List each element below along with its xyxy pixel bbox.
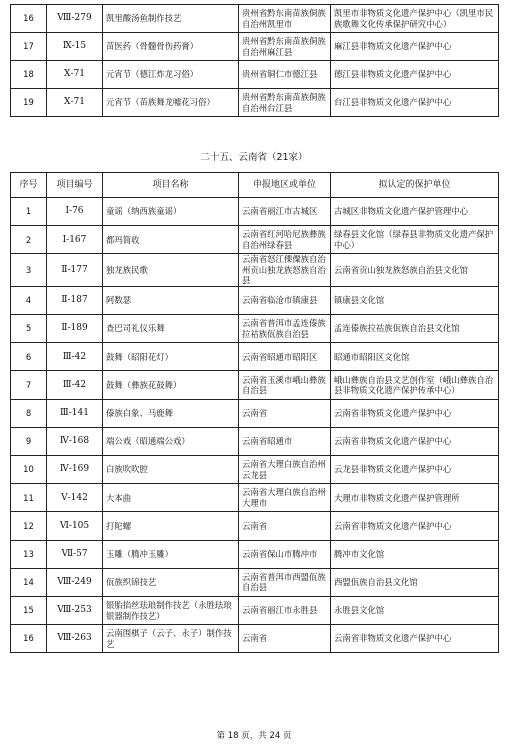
cell-unit: 昭通市昭阳区文化馆 [331, 343, 499, 371]
header-region: 申报地区或单位 [239, 173, 331, 198]
cell-code: Ⅱ-189 [47, 315, 103, 343]
cell-code: Ⅰ-76 [47, 198, 103, 226]
table-row [11, 5, 499, 33]
table-row [11, 371, 499, 399]
cell-unit: 云南省非物质文化遗产保护中心 [331, 512, 499, 540]
cell-unit: 腾冲市文化馆 [331, 540, 499, 568]
cell-no: 14 [11, 568, 47, 596]
cell-region: 云南省昭通市昭阳区 [239, 343, 331, 371]
cell-unit: 孟连傣族拉祜族佤族自治县文化馆 [331, 315, 499, 343]
cell-code: Ⅱ-187 [47, 286, 103, 314]
cell-unit: 镇康县文化馆 [331, 286, 499, 314]
cell-no: 12 [11, 512, 47, 540]
cell-name: 银胎掐丝珐琅制作技艺（永胜珐琅银器制作技艺） [103, 596, 239, 624]
cell-unit: 云南省非物质文化遗产保护中心 [331, 625, 499, 653]
table-row [11, 625, 499, 653]
cell-code: Ⅷ-249 [47, 568, 103, 596]
cell-unit: 古城区非物质文化遗产保护管理中心 [331, 198, 499, 226]
cell-name: 苗医药（骨髓骨伤药膏） [103, 33, 239, 61]
cell-name: 打陀螺 [103, 512, 239, 540]
cell-unit: 麻江县非物质文化遗产保护中心 [331, 33, 499, 61]
cell-code: Ⅵ-105 [47, 512, 103, 540]
page-footer: 第 18 页，共 24 页 [216, 731, 292, 741]
cell-name: 元宵节（苗族舞龙嘘花习俗） [103, 89, 239, 117]
yunnan-table-body [11, 198, 499, 653]
cell-code: Ⅴ-142 [47, 484, 103, 512]
cell-region: 云南省 [239, 512, 331, 540]
table-row [11, 456, 499, 484]
cell-region: 云南省 [239, 399, 331, 427]
cell-region: 云南省丽江市古城区 [239, 198, 331, 226]
table-row [11, 399, 499, 427]
cell-region: 云南省普洱市孟连傣族拉祜族佤族自治县 [239, 315, 331, 343]
cell-name: 独龙族民歌 [103, 254, 239, 287]
cell-code: Ⅸ-15 [47, 33, 103, 61]
cell-region: 云南省红河哈尼族彝族自治州绿春县 [239, 226, 331, 254]
table-row [11, 512, 499, 540]
cell-name: 白族吹吹腔 [103, 456, 239, 484]
cell-no: 17 [11, 33, 47, 61]
table-row [11, 540, 499, 568]
cell-code: Ⅷ-253 [47, 596, 103, 624]
cell-name: 童谣（纳西族童谣） [103, 198, 239, 226]
cell-no: 11 [11, 484, 47, 512]
cell-region: 云南省保山市腾冲市 [239, 540, 331, 568]
previous-province-table-body [11, 5, 499, 117]
cell-no: 15 [11, 596, 47, 624]
cell-code: Ⅶ-57 [47, 540, 103, 568]
cell-name: 都玛简收 [103, 226, 239, 254]
cell-name: 端公戏（昭通端公戏） [103, 427, 239, 455]
cell-name: 大本曲 [103, 484, 239, 512]
table-row [11, 226, 499, 254]
cell-no: 3 [11, 254, 47, 287]
cell-code: Ⅹ-71 [47, 61, 103, 89]
cell-region: 贵州省黔东南苗族侗族自治州凯里市 [239, 5, 331, 33]
cell-code: Ⅳ-169 [47, 456, 103, 484]
table-row [11, 286, 499, 314]
cell-name: 鼓舞（彝族花鼓舞） [103, 371, 239, 399]
previous-province-table [10, 4, 499, 117]
yunnan-table [10, 172, 499, 653]
cell-unit: 云南省贡山独龙族怒族自治县文化馆 [331, 254, 499, 287]
cell-unit: 德江县非物质文化遗产保护中心 [331, 61, 499, 89]
cell-code: Ⅷ-263 [47, 625, 103, 653]
table-row [11, 484, 499, 512]
cell-unit: 绿春县文化馆（绿春县非物质文化遗产保护中心） [331, 226, 499, 254]
cell-unit: 西盟佤族自治县文化馆 [331, 568, 499, 596]
cell-region: 云南省玉溪市峨山彝族自治县 [239, 371, 331, 399]
cell-code: Ⅱ-177 [47, 254, 103, 287]
cell-code: Ⅳ-168 [47, 427, 103, 455]
cell-unit: 峨山彝族自治县文艺创作室（峨山彝族自治县非物质文化遗产保护传承中心） [331, 371, 499, 399]
cell-unit: 大理市非物质文化遗产保护管理所 [331, 484, 499, 512]
cell-region: 云南省大理白族自治州云龙县 [239, 456, 331, 484]
cell-no: 19 [11, 89, 47, 117]
cell-name: 凯里酸汤鱼制作技艺 [103, 5, 239, 33]
cell-no: 6 [11, 343, 47, 371]
cell-name: 阿数瑟 [103, 286, 239, 314]
table-row [11, 568, 499, 596]
cell-no: 16 [11, 5, 47, 33]
cell-region: 云南省 [239, 625, 331, 653]
cell-unit: 凯里市非物质文化遗产保护中心（凯里市民族歌舞文化传承保护研究中心） [331, 5, 499, 33]
cell-no: 13 [11, 540, 47, 568]
cell-name: 玉雕（腾冲玉雕） [103, 540, 239, 568]
cell-name: 傣族白象、马鹿舞 [103, 399, 239, 427]
cell-code: Ⅰ-167 [47, 226, 103, 254]
cell-name: 元宵节（德江炸龙习俗） [103, 61, 239, 89]
cell-unit: 云龙县非物质文化遗产保护中心 [331, 456, 499, 484]
cell-unit: 云南省非物质文化遗产保护中心 [331, 399, 499, 427]
cell-region: 云南省丽江市永胜县 [239, 596, 331, 624]
cell-region: 云南省昭通市 [239, 427, 331, 455]
cell-code: Ⅹ-71 [47, 89, 103, 117]
header-name: 项目名称 [103, 173, 239, 198]
cell-region: 贵州省黔东南苗族侗族自治州台江县 [239, 89, 331, 117]
table-row [11, 254, 499, 287]
cell-no: 18 [11, 61, 47, 89]
cell-code: Ⅲ-42 [47, 343, 103, 371]
cell-no: 9 [11, 427, 47, 455]
cell-no: 2 [11, 226, 47, 254]
cell-region: 贵州省黔东南苗族侗族自治州麻江县 [239, 33, 331, 61]
cell-no: 5 [11, 315, 47, 343]
header-code: 项目编号 [47, 173, 103, 198]
cell-no: 10 [11, 456, 47, 484]
cell-region: 云南省怒江傈僳族自治州贡山独龙族怒族自治县 [239, 254, 331, 287]
table-row [11, 315, 499, 343]
cell-code: Ⅲ-141 [47, 399, 103, 427]
cell-name: 鼓舞（昭阳花灯） [103, 343, 239, 371]
cell-unit: 台江县非物质文化遗产保护中心 [331, 89, 499, 117]
cell-region: 云南省大理白族自治州大理市 [239, 484, 331, 512]
cell-name: 云南围棋子（云子、永子）制作技艺 [103, 625, 239, 653]
header-unit: 拟认定的保护单位 [331, 173, 499, 198]
cell-unit: 云南省非物质文化遗产保护中心 [331, 427, 499, 455]
table-row [11, 427, 499, 455]
cell-name: 查巴司礼仪乐舞 [103, 315, 239, 343]
cell-code: Ⅷ-279 [47, 5, 103, 33]
cell-no: 1 [11, 198, 47, 226]
table-row [11, 89, 499, 117]
table-row [11, 61, 499, 89]
cell-no: 16 [11, 625, 47, 653]
table-row [11, 596, 499, 624]
cell-no: 8 [11, 399, 47, 427]
table-header [11, 173, 499, 198]
table-row [11, 343, 499, 371]
section-title: 二十五、云南省（21家） [200, 152, 308, 163]
cell-code: Ⅲ-42 [47, 371, 103, 399]
cell-region: 云南省临沧市镇康县 [239, 286, 331, 314]
cell-region: 云南省普洱市西盟佤族自治县 [239, 568, 331, 596]
cell-no: 7 [11, 371, 47, 399]
cell-name: 佤族织锦技艺 [103, 568, 239, 596]
cell-no: 4 [11, 286, 47, 314]
header-no: 序号 [11, 173, 47, 198]
table-row [11, 198, 499, 226]
cell-unit: 永胜县文化馆 [331, 596, 499, 624]
cell-region: 贵州省铜仁市德江县 [239, 61, 331, 89]
table-row [11, 33, 499, 61]
